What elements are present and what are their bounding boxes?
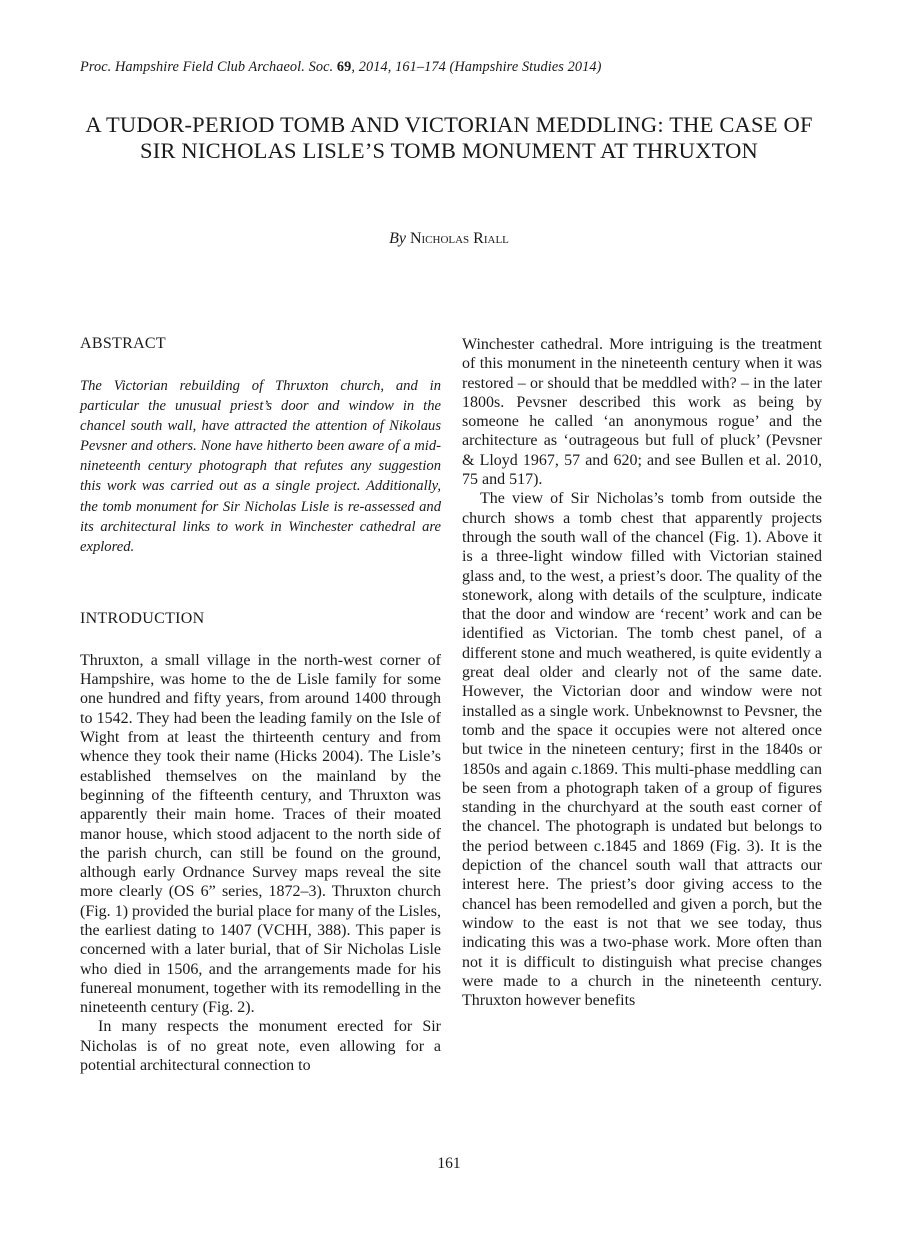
abstract-heading: ABSTRACT (80, 335, 166, 352)
left-column (80, 335, 441, 1075)
running-header (80, 59, 820, 76)
byline (0, 230, 898, 248)
page-number: 161 (437, 1155, 461, 1172)
intro-paragraph-2-end: Winchester cathedral. More intriguing is the treatment of this monument in the nineteenth century when it was restored – or should that be meddled with? – in the later 1800s. Pevsner described this work as being by someone he called ‘an anonymous rogue’ and the architecture as ‘outrageous but full of pluck’ (Pevsner & Lloyd 1967, 57 and 620; and see Bullen et al. 2010, 75 and 517). (462, 336, 822, 489)
abstract-text: The Victorian rebuilding of Thruxton church, and in particular the unusual priest’s door and window in the chancel south wall, have attracted the attention of Nikolaus Pevsner and others. None have hitherto been aware of a mid-nineteenth century photograph that refutes any suggestion this work was carried out as a single project. Additionally, the tomb monument for Sir Nicholas Lisle is re-assessed and its architectural links to work in Winchester cathedral are explored. (80, 378, 441, 555)
byline-prefix: By (389, 230, 406, 247)
right-column (462, 335, 822, 1010)
intro-paragraph-3: The view of Sir Nicholas’s tomb from outside the church shows a tomb chest that apparently projects through the south wall of the chancel (Fig. 1). Above it is a three-light window filled with Victorian stained glass and, to the west, a priest’s door. The quality of the stonework, along with details of the sculpture, indicate that the door and window are ‘recent’ work and can be identified as Victorian. The tomb chest panel, of a different stone and much weathered, is quite evidently a great deal older and clearly not of the same date. However, the Victorian door and window were not installed as a single work. Unbeknownst to Pevsner, the tomb and the space it occupies were not altered once but twice in the nineteen century; first in the 1840s or 1850s and again c.1869. This multi-phase meddling can be seen from a photograph taken of a group of figures standing in the churchyard at the south east corner of the chancel. The photograph is undated but belongs to the period between c.1845 and 1869 (Fig. 3). It is the depiction of the chancel south wall that attracts our interest here. The priest’s door giving access to the chancel has been remodelled and given a porch, but the window to the east is not that we see today, thus indicating this was a two-phase work. More often than not it is difficult to distinguish what precise changes were made to a church in the nineteenth century. Thruxton however benefits (462, 490, 822, 1010)
intro-paragraph-2-start: In many respects the monument erected for Sir Nicholas is of no great note, even allowing for a potential architectural connection to (80, 1018, 441, 1075)
article-title: A TUDOR-PERIOD TOMB AND VICTORIAN MEDDLING: THE CASE OF SIR NICHOLAS LISLE’S TOMB MONUMENT AT THRUXTON (85, 112, 813, 163)
intro-paragraph-1: Thruxton, a small village in the north-west corner of Hampshire, was home to the de Lisle family for some one hundred and fifty years, from around 1400 through to 1542. They had been the leading family on the Isle of Wight from at least the thirteenth century and from whence they took their name (Hicks 2004). The Lisle’s established themselves on the mainland by the beginning of the fifteenth century, and Thruxton was apparently their main home. Traces of their moated manor house, which stood adjacent to the north side of the parish church, can still be found on the ground, although early Ordnance Survey maps reveal the site more clearly (OS 6” series, 1872–3). Thruxton church (Fig. 1) provided the burial place for many of the Lisles, the earliest dating to 1407 (VCHH, 388). This paper is concerned with a later burial, that of Sir Nicholas Lisle who died in 1506, and the arrangements made for his funereal monument, together with its remodelling in the nineteenth century (Fig. 2). (80, 651, 441, 1017)
citation-details: , 2014, 161–174 (Hampshire Studies 2014) (351, 59, 602, 75)
introduction-heading: INTRODUCTION (80, 609, 205, 627)
journal-name: Proc. Hampshire Field Club Archaeol. Soc. (80, 59, 334, 75)
author-name: Nicholas Riall (409, 230, 509, 247)
volume-number: 69 (336, 59, 352, 75)
